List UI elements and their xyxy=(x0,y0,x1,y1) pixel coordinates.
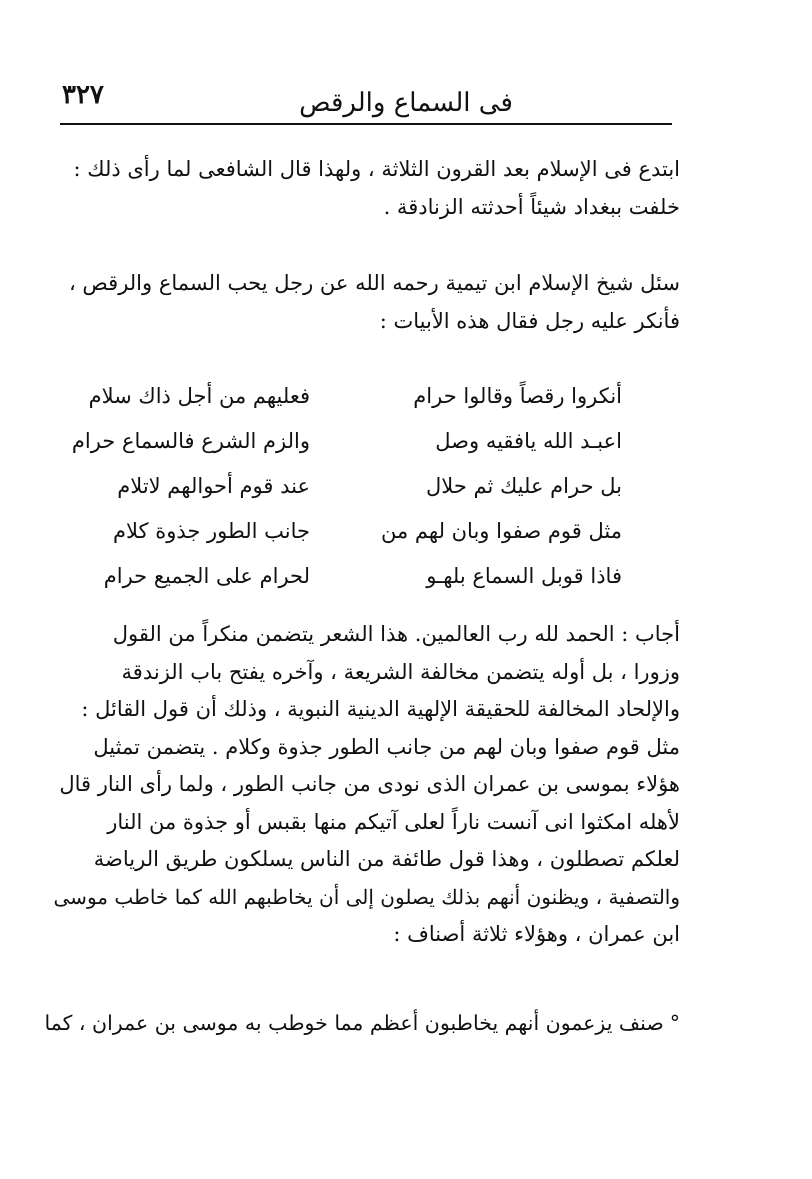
text-line: أجاب : الحمد لله رب العالمين. هذا الشعر يتضمن منكراً من القول xyxy=(112,622,680,646)
verse-second-hemistich: فعليهم من أجل ذاك سلام xyxy=(88,384,310,408)
verse-row xyxy=(60,464,640,509)
text-line: ابتدع فى الإسلام بعد القرون الثلاثة ، ولهذا قال الشافعى لما رأى ذلك : xyxy=(73,157,680,181)
text-line: ابن عمران ، وهؤلاء ثلاثة أصناف : xyxy=(393,922,680,946)
verse-row xyxy=(60,509,640,554)
bullet-mark: ° xyxy=(669,1011,680,1035)
paragraph-2 xyxy=(40,264,680,340)
text-line: والتصفية ، ويظنون أنهم بذلك يصلون إلى أن يخاطبهم الله كما خاطب موسى xyxy=(53,884,680,909)
text-line: والإلحاد المخالفة للحقيقة الإلهية الدينية النبوية ، وذلك أن قول القائل : xyxy=(81,697,680,721)
verse-second-hemistich: لحرام على الجميع حرام xyxy=(103,564,310,588)
verse-row xyxy=(60,419,640,464)
text-line-content: صنف يزعمون أنهم يخاطبون أعظم مما خوطب به موسى بن عمران ، كما xyxy=(44,1011,664,1035)
text-line: فأنكر عليه رجل فقال هذه الأبيات : xyxy=(379,309,680,333)
paragraph-1 xyxy=(40,150,680,226)
verse-row xyxy=(60,554,640,599)
text-line: سئل شيخ الإسلام ابن تيمية رحمه الله عن رجل يحب السماع والرقص ، xyxy=(68,271,680,295)
text-line xyxy=(40,1004,680,1042)
verse-first-hemistich: بل حرام عليك ثم حلال xyxy=(426,474,622,498)
verse-second-hemistich: عند قوم أحوالهم لاتلام xyxy=(117,474,310,498)
page-number: ٣٢٧ xyxy=(62,80,104,110)
verse-second-hemistich: والزم الشرع فالسماع حرام xyxy=(71,429,310,453)
paragraph-types xyxy=(40,1004,680,1042)
text-line: خلفت ببغداد شيئاً أحدثته الزنادقة . xyxy=(383,195,680,219)
text-line: هؤلاء بموسى بن عمران الذى نودى من جانب الطور ، ولما رأى النار قال xyxy=(59,772,680,796)
running-header-title: فى السماع والرقص xyxy=(299,88,513,118)
verse-second-hemistich: جانب الطور جذوة كلام xyxy=(113,519,310,543)
verse-first-hemistich: اعبـد الله يافقيه وصل xyxy=(435,429,622,453)
verse-row xyxy=(60,374,640,419)
text-line: لعلكم تصطلون ، وهذا قول طائفة من الناس يسلكون طريق الرياضة xyxy=(93,847,680,871)
header-rule xyxy=(60,123,672,125)
text-line: وزورا ، بل أوله يتضمن مخالفة الشريعة ، وآخره يفتح باب الزندقة xyxy=(121,659,680,684)
text-line: مثل قوم صفوا وبان لهم من جانب الطور جذوة وكلام . يتضمن تمثيل xyxy=(93,734,680,759)
paragraph-answer xyxy=(40,616,680,954)
verse-first-hemistich: مثل قوم صفوا وبان لهم من xyxy=(381,519,622,543)
verse-first-hemistich: فاذا قوبل السماع بلهـو xyxy=(426,564,622,588)
verse-first-hemistich: أنكروا رقصاً وقالوا حرام xyxy=(413,384,622,408)
text-line: لأهله امكثوا انى آنست ناراً لعلى آتيكم منها بقبس أو جذوة من النار xyxy=(107,809,680,834)
poem-verses xyxy=(60,374,640,599)
